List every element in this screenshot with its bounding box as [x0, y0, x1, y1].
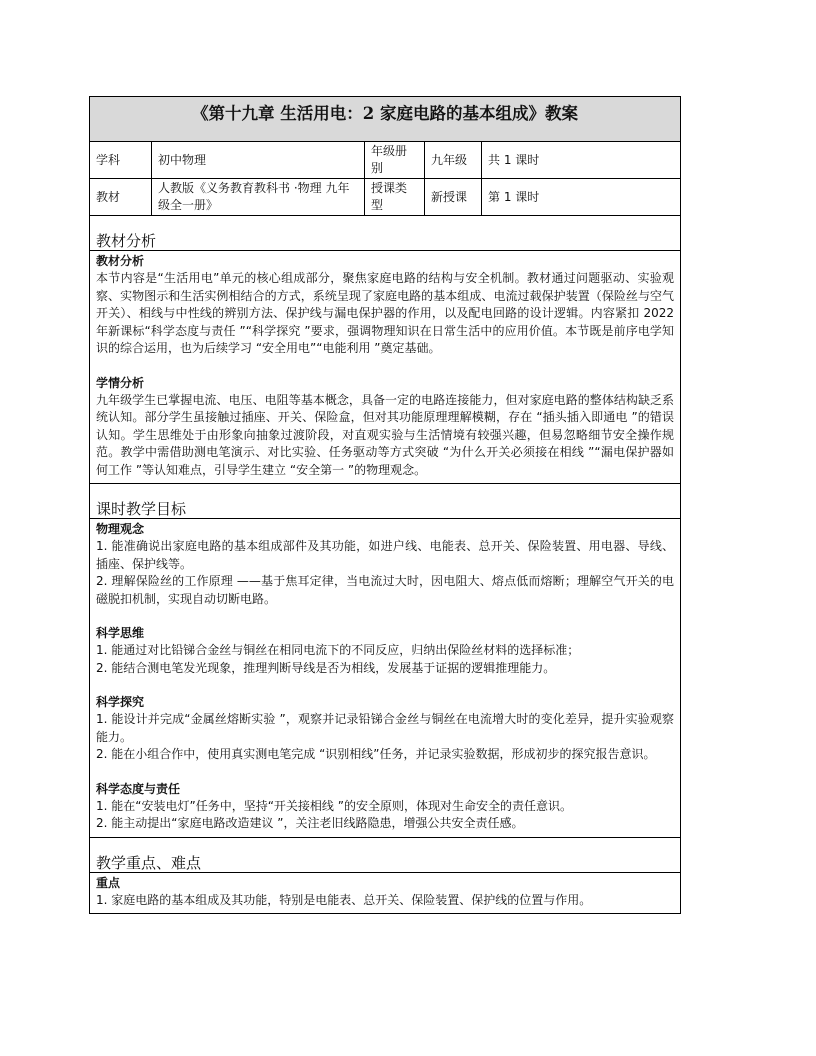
meta-row-textbook: [90, 179, 681, 216]
objective-item: 1. 能在“安装电灯”任务中，坚持“开关接相线 ”的安全原则，体现对生命安全的责任意识。: [96, 798, 572, 813]
textbook-analysis-subheading: 教材分析: [96, 254, 145, 268]
grade-value: 九年级: [425, 142, 482, 179]
keypoint-item: 1. 家庭电路的基本组成及其功能，特别是电能表、总开关、保险装置、保护线的位置与作用。: [96, 892, 592, 907]
grade-label: 年级册别: [365, 142, 425, 179]
objective-group-title: 物理观念: [96, 522, 145, 536]
textbook-analysis-text: 本节内容是“生活用电”单元的核心组成部分，聚焦家庭电路的结构与安全机制。教材通过问题驱动、实验观察、实物图示和生活实例相结合的方式，系统呈现了家庭电路的基本组成、电流过载保护装置（保险丝与空气开关）、相线与中性线的辨别方法、保护线与漏电保护器的作用，以及配电回路的设计逻辑。内容紧扣 2022 年新课标“科学态度与责任 ”“科学探究 ”要求，强调物理知识在日常生活中的应用价值。本节既是前序电学知识的综合运用，也为后续学习 “安全用电”“电能利用 ”奠定基础。: [96, 271, 675, 355]
objective-item: 2. 理解保险丝的工作原理 ——基于焦耳定律，当电流过大时，因电阻大、熔点低而熔断；理解空气开关的电磁脱扣机制，实现自动切断电路。: [96, 574, 675, 606]
objective-item: 1. 能通过对比铅锑合金丝与铜丝在相同电流下的不同反应，归纳出保险丝材料的选择标准；: [96, 643, 580, 657]
hours-value: 共 1 课时: [482, 142, 681, 179]
keypoints-body: [90, 872, 681, 914]
analysis-heading: 教材分析: [90, 216, 681, 251]
type-label: 授课类型: [365, 179, 425, 216]
analysis-body: [90, 251, 681, 484]
document-title: 《第十九章 生活用电：2 家庭电路的基本组成》教案: [90, 97, 681, 142]
type-value: 新授课: [425, 179, 482, 216]
objectives-heading: 课时教学目标: [90, 484, 681, 519]
meta-row-subject: [90, 142, 681, 179]
keypoints-heading: 教学重点、难点: [90, 837, 681, 872]
textbook-value: 人教版《义务教育教科书 ·物理 九年级全一册》: [152, 179, 365, 216]
lesson-plan-table: [89, 96, 681, 914]
subject-value: 初中物理: [152, 142, 365, 179]
objectives-body: [90, 519, 681, 838]
student-analysis-text: 九年级学生已掌握电流、电压、电阻等基本概念，具备一定的电路连接能力，但对家庭电路的整体结构缺乏系统认知。部分学生虽接触过插座、开关、保险盒，但对其功能原理理解模糊，存在 “插头插入即通电 ”的错误认知。学生思维处于由形象向抽象过渡阶段，对直观实验与生活情境有较强兴趣，但易忽略细节安全操作规范。教学中需借助测电笔演示、对比实验、任务驱动等方式突破 “为什么开关必须接在相线 ”“漏电保护器如何工作 ”等认知难点，引导学生建立 “安全第一 ”的物理观念。: [96, 392, 675, 477]
keypoint-subheading: 重点: [96, 875, 121, 890]
objective-group-title: 科学探究: [96, 695, 145, 709]
student-analysis-subheading: 学情分析: [96, 375, 145, 390]
objective-item: 2. 能主动提出“家庭电路改造建议 ”，关注老旧线路隐患，增强公共安全责任感。: [96, 816, 524, 830]
objective-group-title: 科学思维: [96, 626, 145, 640]
lesson-plan-page: [89, 96, 680, 914]
objective-item: 1. 能设计并完成“金属丝熔断实验 ”，观察并记录铅锑合金丝与铜丝在电流增大时的变化差异，提升实验观察能力。: [96, 712, 675, 744]
objective-item: 1. 能准确说出家庭电路的基本组成部件及其功能，如进户线、电能表、总开关、保险装置、用电器、导线、插座、保护线等。: [96, 539, 675, 571]
objective-item: 2. 能结合测电笔发光现象，推理判断导线是否为相线，发展基于证据的逻辑推理能力。: [96, 660, 556, 675]
objective-group-title: 科学态度与责任: [96, 781, 181, 796]
period-value: 第 1 课时: [482, 179, 681, 216]
subject-label: 学科: [90, 142, 152, 179]
textbook-label: 教材: [90, 179, 152, 216]
objective-item: 2. 能在小组合作中，使用真实测电笔完成 “识别相线”任务，并记录实验数据，形成初步的探究报告意识。: [96, 747, 656, 761]
